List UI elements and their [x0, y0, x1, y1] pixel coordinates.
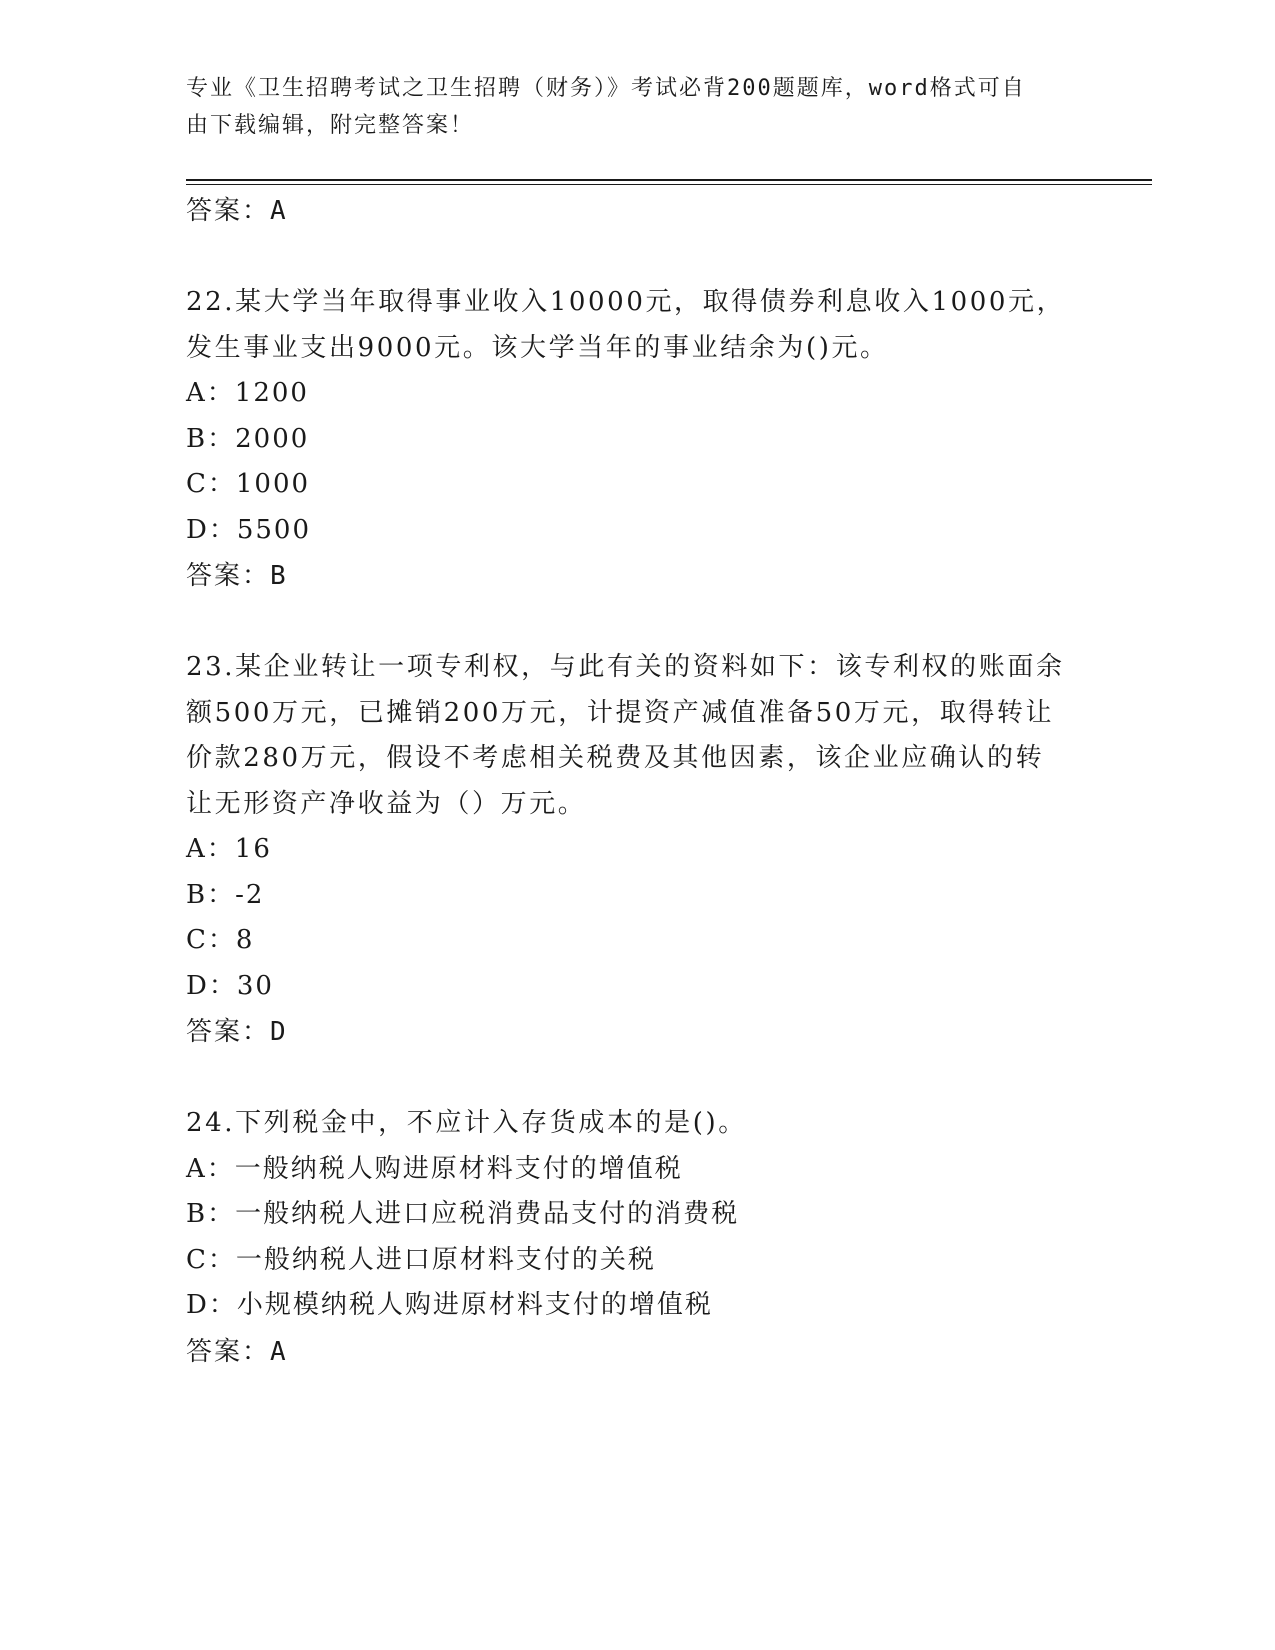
spacer: [186, 1055, 1086, 1101]
option-c: C：一般纳税人进口原材料支付的关税: [186, 1244, 656, 1275]
document-body: [186, 188, 1086, 1375]
question-stem: 22.某大学当年取得事业收入10000元，取得债券利息收入1000元，: [186, 287, 1066, 317]
header-divider-thin: [186, 184, 1152, 185]
answer: 答案：B: [186, 561, 288, 591]
option-b: B：-2: [186, 879, 265, 910]
question-stem: 价款280万元，假设不考虑相关税费及其他因素，该企业应确认的转: [186, 743, 1045, 773]
question-24: [186, 1101, 1086, 1375]
question-stem: 24.下列税金中，不应计入存货成本的是()。: [186, 1108, 747, 1138]
answer: 答案：D: [186, 1017, 288, 1047]
spacer: [186, 234, 1086, 280]
question-23: [186, 645, 1086, 1055]
option-c: C：8: [186, 925, 255, 955]
option-a: A：1200: [186, 378, 309, 408]
option-c: C：1000: [186, 469, 311, 499]
question-stem: 发生事业支出9000元。该大学当年的事业结余为()元。: [186, 332, 889, 363]
question-22: [186, 280, 1086, 599]
header-divider-thick: [186, 179, 1152, 181]
option-a: A：一般纳税人购进原材料支付的增值税: [186, 1153, 683, 1184]
header-line-2: 由下载编辑，附完整答案！: [186, 113, 475, 138]
previous-answer: 答案：A: [186, 196, 288, 226]
option-b: B：2000: [186, 423, 310, 454]
spacer: [186, 599, 1086, 645]
answer: 答案：A: [186, 1336, 288, 1367]
header-line-1: 专业《卫生招聘考试之卫生招聘（财务）》考试必背200题题库，word格式可自: [186, 76, 1026, 101]
option-b: B：一般纳税人进口应税消费品支付的消费税: [186, 1199, 740, 1229]
question-stem: 额500万元，已摊销200万元，计提资产减值准备50万元，取得转让: [186, 697, 1055, 728]
document-header: [186, 70, 1066, 144]
option-d: D：小规模纳税人购进原材料支付的增值税: [186, 1290, 713, 1320]
option-d: D：5500: [186, 514, 312, 545]
question-stem: 让无形资产净收益为（）万元。: [186, 788, 587, 819]
question-stem: 23.某企业转让一项专利权，与此有关的资料如下：该专利权的账面余: [186, 652, 1065, 682]
option-d: D：30: [186, 970, 274, 1001]
option-a: A：16: [186, 834, 272, 864]
